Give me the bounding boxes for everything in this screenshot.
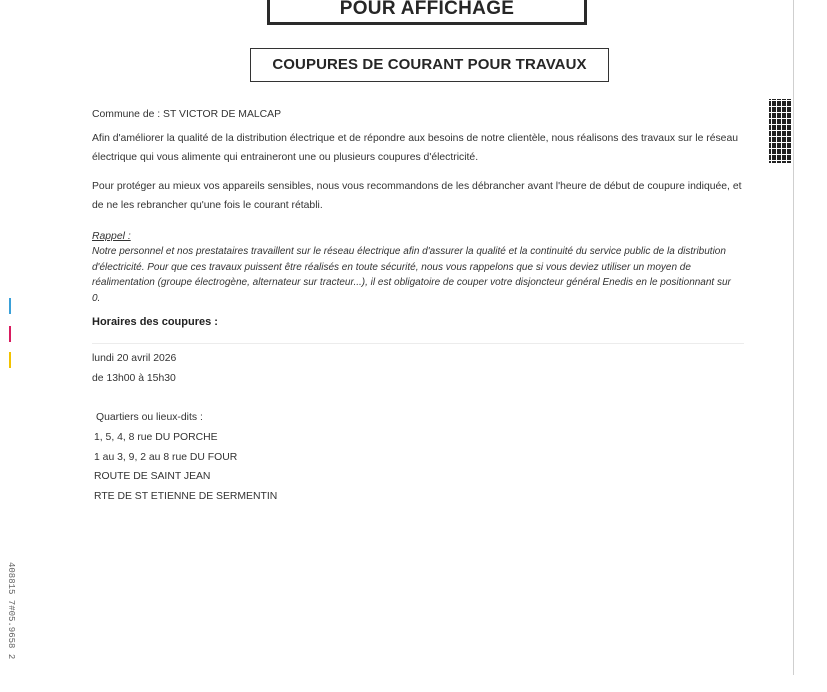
margin-mark-yellow [9,352,11,368]
outage-date: lundi 20 avril 2026 [92,353,177,364]
list-item: RTE DE ST ETIENNE DE SERMENTIN [94,490,278,502]
notice-title: COUPURES DE COURANT POUR TRAVAUX [250,48,609,82]
affichage-banner: POUR AFFICHAGE [267,0,587,25]
rappel-heading: Rappel : [92,231,131,242]
list-item: 1 au 3, 9, 2 au 8 rue DU FOUR [94,451,238,463]
outage-time: de 13h00 à 15h30 [92,373,176,384]
list-item: 1, 5, 4, 8 rue DU PORCHE [94,432,218,443]
divider [92,343,744,344]
schedule-heading: Horaires des coupures : [92,316,218,328]
locations-list [94,431,277,509]
intro-paragraph: Afin d'améliorer la qualité de la distribution électrique et de répondre aux besoins de notre clientèle, nous réalisons des travaux sur le réseau électrique qui vous alimente qui entraineront une ou plusieurs coupures d'électricité. [92,133,739,163]
margin-mark-cyan [9,298,11,314]
rappel-text: Notre personnel et nos prestataires travaillent sur le réseau électrique afin d'assurer la qualité et la continuité du service public de la distribution d'électricité. Pour que ces travaux puissent être réalisés en toute sécurité, nous vous rappelons que si vous deviez utiliser un moyen de réalimentation (groupe électrogène, alternateur sur tracteur...), il est obligatoire de couper votre disjoncteur général Enedis en le positionnant sur 0. [92,246,731,304]
margin-mark-magenta [9,326,11,342]
page-edge-line [793,0,794,675]
datamatrix-code-icon [769,99,791,163]
advice-paragraph: Pour protéger au mieux vos appareils sensibles, nous vous recommandons de les débrancher avant l'heure de début de coupure indiquée, et de ne les rebrancher qu'une fois le courant rétabli. [92,181,742,211]
locations-label: Quartiers ou lieux-dits : [96,412,203,423]
side-reference-code: 408815 7#05.9658 2 [6,562,16,660]
list-item: ROUTE DE SAINT JEAN [94,471,211,483]
commune-line: Commune de : ST VICTOR DE MALCAP [92,109,282,120]
